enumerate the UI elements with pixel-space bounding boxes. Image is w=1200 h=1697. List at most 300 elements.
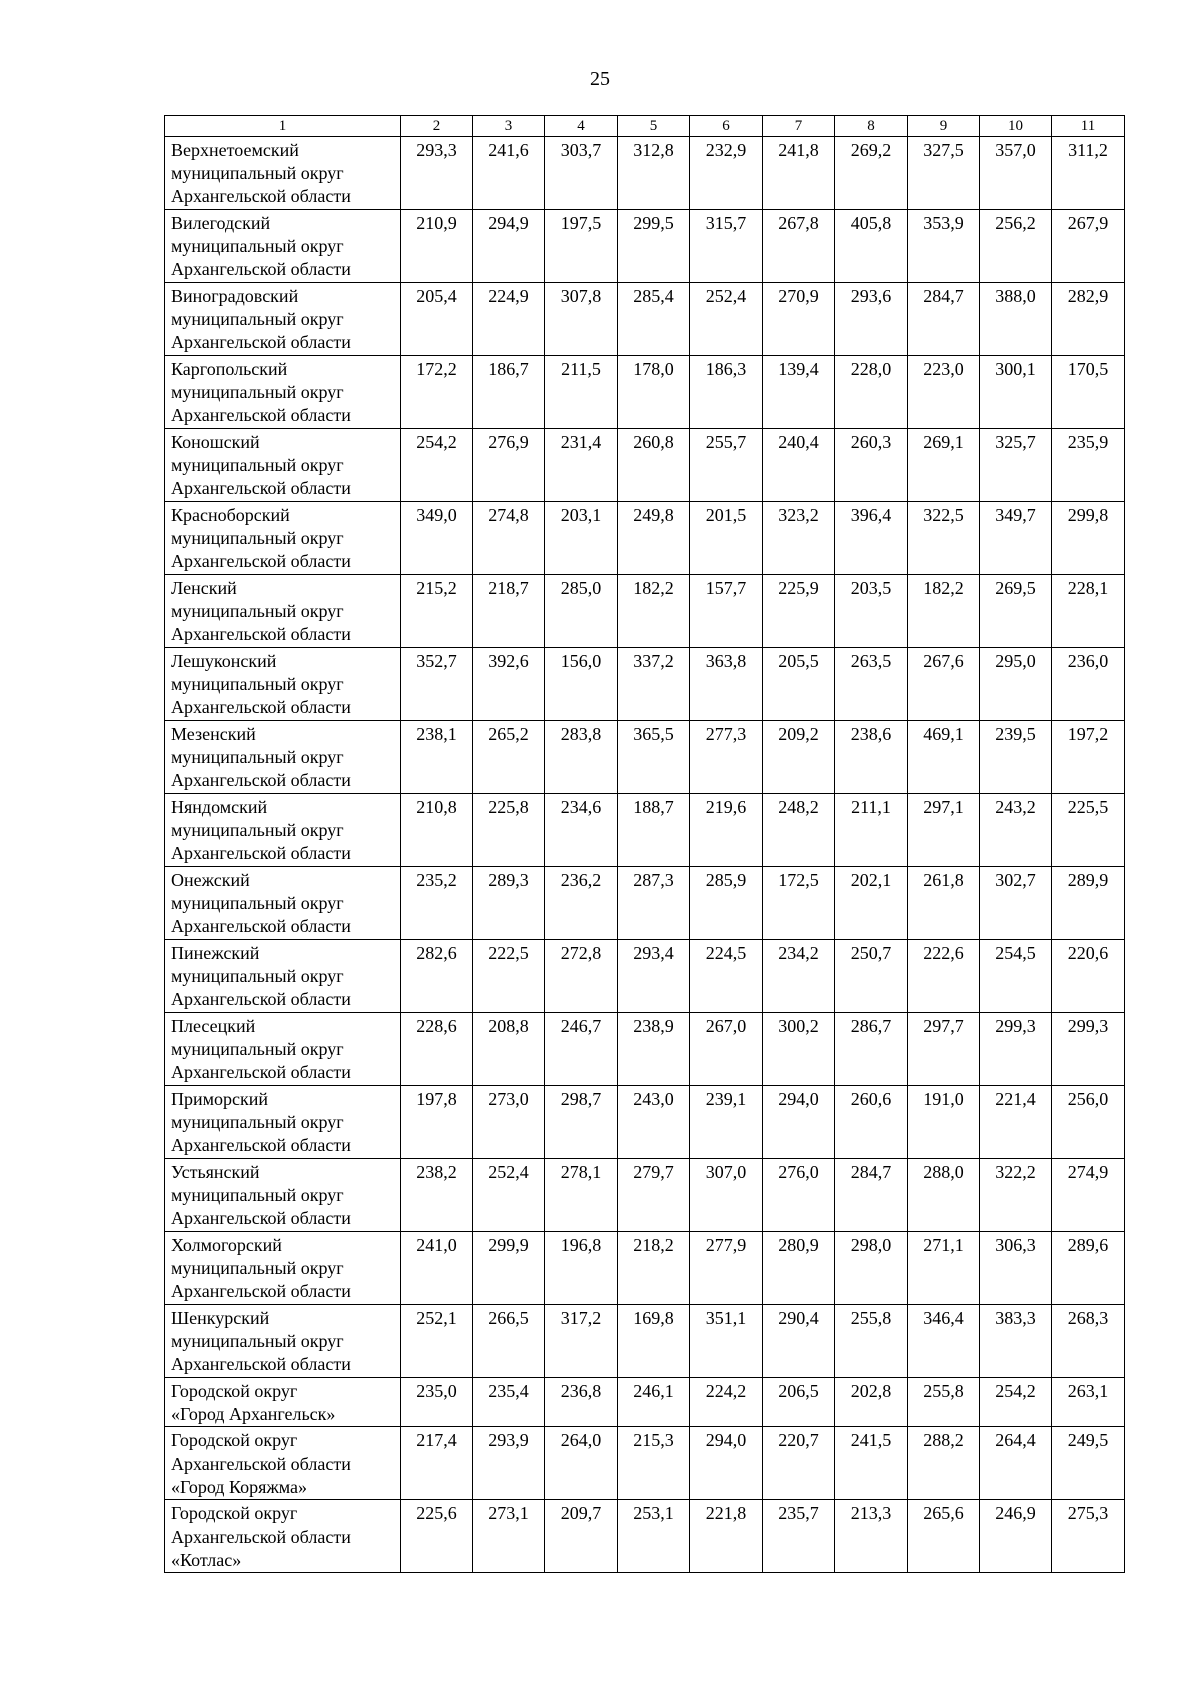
value-cell-col-6: 219,6 <box>690 794 763 867</box>
value-cell-col-10: 239,5 <box>980 721 1052 794</box>
municipality-name-line: Мезенский <box>171 724 256 744</box>
municipality-name-line: муниципальный округ <box>171 893 344 914</box>
value-cell-col-10: 325,7 <box>980 429 1052 502</box>
table-row <box>165 1427 1125 1500</box>
value-cell-col-7: 270,9 <box>763 283 835 356</box>
value-cell-col-6: 363,8 <box>690 648 763 721</box>
value-cell-col-4: 236,8 <box>545 1378 618 1427</box>
municipality-name-line: Архангельской области <box>171 478 351 499</box>
value-cell-col-3: 293,9 <box>473 1427 545 1500</box>
value-cell-col-9: 346,4 <box>908 1305 980 1378</box>
value-cell-col-5: 337,2 <box>618 648 690 721</box>
value-cell-col-5: 238,9 <box>618 1013 690 1086</box>
value-cell-col-11: 267,9 <box>1052 210 1125 283</box>
table-row <box>165 356 1125 429</box>
municipality-name-line: Архангельской области <box>171 1281 351 1302</box>
municipality-name-line: Холмогорский <box>171 1235 282 1255</box>
column-header-11: 11 <box>1052 116 1125 137</box>
value-cell-col-2: 235,0 <box>401 1378 473 1427</box>
value-cell-col-8: 202,8 <box>835 1378 908 1427</box>
table-row <box>165 429 1125 502</box>
value-cell-col-5: 312,8 <box>618 137 690 210</box>
value-cell-col-4: 264,0 <box>545 1427 618 1500</box>
value-cell-col-8: 269,2 <box>835 137 908 210</box>
table-row <box>165 575 1125 648</box>
page-number: 25 <box>590 68 610 90</box>
value-cell-col-6: 351,1 <box>690 1305 763 1378</box>
column-header-7: 7 <box>763 116 835 137</box>
value-cell-col-3: 392,6 <box>473 648 545 721</box>
value-cell-col-9: 255,8 <box>908 1378 980 1427</box>
value-cell-col-9: 191,0 <box>908 1086 980 1159</box>
value-cell-col-6: 285,9 <box>690 867 763 940</box>
value-cell-col-8: 298,0 <box>835 1232 908 1305</box>
value-cell-col-5: 169,8 <box>618 1305 690 1378</box>
value-cell-col-10: 349,7 <box>980 502 1052 575</box>
value-cell-col-5: 178,0 <box>618 356 690 429</box>
value-cell-col-6: 294,0 <box>690 1427 763 1500</box>
value-cell-col-11: 249,5 <box>1052 1427 1125 1500</box>
municipality-name-line: Лешуконский <box>171 651 277 671</box>
value-cell-col-9: 271,1 <box>908 1232 980 1305</box>
value-cell-col-10: 306,3 <box>980 1232 1052 1305</box>
value-cell-col-11: 263,1 <box>1052 1378 1125 1427</box>
municipality-name-line: Архангельской области <box>171 551 351 572</box>
municipality-name-line: муниципальный округ <box>171 820 344 841</box>
column-header-1: 1 <box>165 116 401 137</box>
value-cell-col-8: 284,7 <box>835 1159 908 1232</box>
value-cell-col-2: 254,2 <box>401 429 473 502</box>
municipality-name-cell <box>165 1427 401 1500</box>
value-cell-col-5: 260,8 <box>618 429 690 502</box>
municipality-name-line: Архангельской области <box>171 405 351 426</box>
municipality-name-line: Плесецкий <box>171 1016 256 1036</box>
table-row <box>165 1159 1125 1232</box>
municipality-name-line: муниципальный округ <box>171 1331 344 1352</box>
value-cell-col-3: 265,2 <box>473 721 545 794</box>
value-cell-col-8: 405,8 <box>835 210 908 283</box>
table-row <box>165 1013 1125 1086</box>
value-cell-col-8: 260,6 <box>835 1086 908 1159</box>
value-cell-col-6: 157,7 <box>690 575 763 648</box>
table-row <box>165 940 1125 1013</box>
municipality-name-line: Архангельской области <box>171 989 351 1010</box>
value-cell-col-6: 252,4 <box>690 283 763 356</box>
municipality-name-line: муниципальный округ <box>171 1112 344 1133</box>
value-cell-col-6: 224,2 <box>690 1378 763 1427</box>
municipality-name-line: Архангельской области <box>171 1135 351 1156</box>
value-cell-col-11: 256,0 <box>1052 1086 1125 1159</box>
value-cell-col-9: 284,7 <box>908 283 980 356</box>
value-cell-col-9: 288,2 <box>908 1427 980 1500</box>
table-row <box>165 648 1125 721</box>
value-cell-col-11: 299,8 <box>1052 502 1125 575</box>
municipality-name-cell <box>165 356 401 429</box>
table-row <box>165 502 1125 575</box>
table-row <box>165 1500 1125 1573</box>
value-cell-col-9: 223,0 <box>908 356 980 429</box>
value-cell-col-2: 238,1 <box>401 721 473 794</box>
value-cell-col-7: 294,0 <box>763 1086 835 1159</box>
value-cell-col-2: 238,2 <box>401 1159 473 1232</box>
municipality-name-line: муниципальный округ <box>171 674 344 695</box>
value-cell-col-10: 302,7 <box>980 867 1052 940</box>
municipality-name-line: Архангельской области <box>171 332 351 353</box>
column-header-8: 8 <box>835 116 908 137</box>
value-cell-col-10: 254,2 <box>980 1378 1052 1427</box>
value-cell-col-2: 210,8 <box>401 794 473 867</box>
value-cell-col-4: 211,5 <box>545 356 618 429</box>
value-cell-col-5: 253,1 <box>618 1500 690 1573</box>
value-cell-col-10: 300,1 <box>980 356 1052 429</box>
column-header-2: 2 <box>401 116 473 137</box>
municipality-name-line: «Котлас» <box>171 1549 242 1570</box>
value-cell-col-7: 139,4 <box>763 356 835 429</box>
municipality-name-line: муниципальный округ <box>171 236 344 257</box>
value-cell-col-11: 274,9 <box>1052 1159 1125 1232</box>
value-cell-col-11: 299,3 <box>1052 1013 1125 1086</box>
value-cell-col-9: 469,1 <box>908 721 980 794</box>
value-cell-col-10: 383,3 <box>980 1305 1052 1378</box>
municipality-name-line: муниципальный округ <box>171 601 344 622</box>
value-cell-col-8: 228,0 <box>835 356 908 429</box>
value-cell-col-2: 172,2 <box>401 356 473 429</box>
municipality-name-cell <box>165 137 401 210</box>
municipality-name-line: Городской округ <box>171 1430 298 1451</box>
value-cell-col-7: 205,5 <box>763 648 835 721</box>
municipality-name-cell <box>165 648 401 721</box>
municipality-name-line: Архангельской области <box>171 843 351 864</box>
municipality-name-line: муниципальный округ <box>171 309 344 330</box>
value-cell-col-10: 269,5 <box>980 575 1052 648</box>
value-cell-col-4: 209,7 <box>545 1500 618 1573</box>
table-body <box>165 137 1125 1573</box>
value-cell-col-2: 228,6 <box>401 1013 473 1086</box>
municipality-name-line: Архангельской области <box>171 1062 351 1083</box>
value-cell-col-4: 298,7 <box>545 1086 618 1159</box>
value-cell-col-9: 267,6 <box>908 648 980 721</box>
value-cell-col-3: 224,9 <box>473 283 545 356</box>
municipality-name-line: «Город Коряжма» <box>171 1476 308 1497</box>
municipality-name-cell <box>165 429 401 502</box>
column-header-9: 9 <box>908 116 980 137</box>
municipality-name-line: Городской округ <box>171 1381 298 1401</box>
value-cell-col-10: 254,5 <box>980 940 1052 1013</box>
municipality-name-line: муниципальный округ <box>171 1185 344 1206</box>
value-cell-col-10: 221,4 <box>980 1086 1052 1159</box>
column-header-4: 4 <box>545 116 618 137</box>
value-cell-col-5: 243,0 <box>618 1086 690 1159</box>
value-cell-col-3: 273,0 <box>473 1086 545 1159</box>
value-cell-col-3: 218,7 <box>473 575 545 648</box>
value-cell-col-11: 236,0 <box>1052 648 1125 721</box>
value-cell-col-4: 278,1 <box>545 1159 618 1232</box>
value-cell-col-4: 307,8 <box>545 283 618 356</box>
municipality-name-line: «Город Архангельск» <box>171 1404 336 1425</box>
value-cell-col-3: 299,9 <box>473 1232 545 1305</box>
value-cell-col-3: 235,4 <box>473 1378 545 1427</box>
municipality-name-line: Городской округ <box>171 1503 298 1524</box>
municipality-name-line: Архангельской области <box>171 770 351 791</box>
value-cell-col-6: 307,0 <box>690 1159 763 1232</box>
value-cell-col-11: 289,6 <box>1052 1232 1125 1305</box>
value-cell-col-4: 285,0 <box>545 575 618 648</box>
value-cell-col-7: 241,8 <box>763 137 835 210</box>
value-cell-col-4: 283,8 <box>545 721 618 794</box>
value-cell-col-4: 197,5 <box>545 210 618 283</box>
value-cell-col-5: 299,5 <box>618 210 690 283</box>
value-cell-col-6: 277,9 <box>690 1232 763 1305</box>
municipality-name-cell <box>165 1159 401 1232</box>
value-cell-col-5: 287,3 <box>618 867 690 940</box>
value-cell-col-9: 322,5 <box>908 502 980 575</box>
value-cell-col-9: 297,7 <box>908 1013 980 1086</box>
municipality-name-line: Коношский <box>171 432 260 452</box>
value-cell-col-2: 215,2 <box>401 575 473 648</box>
value-cell-col-2: 282,6 <box>401 940 473 1013</box>
value-cell-col-8: 286,7 <box>835 1013 908 1086</box>
value-cell-col-2: 352,7 <box>401 648 473 721</box>
value-cell-col-5: 279,7 <box>618 1159 690 1232</box>
value-cell-col-7: 323,2 <box>763 502 835 575</box>
value-cell-col-10: 299,3 <box>980 1013 1052 1086</box>
value-cell-col-11: 289,9 <box>1052 867 1125 940</box>
value-cell-col-8: 263,5 <box>835 648 908 721</box>
value-cell-col-6: 239,1 <box>690 1086 763 1159</box>
value-cell-col-9: 288,0 <box>908 1159 980 1232</box>
municipality-name-line: Архангельской области <box>171 259 351 280</box>
table-row <box>165 867 1125 940</box>
municipality-name-cell <box>165 1232 401 1305</box>
value-cell-col-7: 225,9 <box>763 575 835 648</box>
value-cell-col-3: 186,7 <box>473 356 545 429</box>
value-cell-col-9: 222,6 <box>908 940 980 1013</box>
municipality-name-cell <box>165 1305 401 1378</box>
municipality-name-line: Архангельской области <box>171 1208 351 1229</box>
header-row <box>165 116 1125 137</box>
table-row <box>165 794 1125 867</box>
value-cell-col-2: 210,9 <box>401 210 473 283</box>
municipality-name-line: Верхнетоемский <box>171 140 299 160</box>
value-cell-col-7: 206,5 <box>763 1378 835 1427</box>
municipality-name-line: Няндомский <box>171 797 268 817</box>
value-cell-col-3: 294,9 <box>473 210 545 283</box>
value-cell-col-11: 235,9 <box>1052 429 1125 502</box>
value-cell-col-5: 249,8 <box>618 502 690 575</box>
municipality-name-line: Архангельской области <box>171 1526 351 1547</box>
value-cell-col-5: 293,4 <box>618 940 690 1013</box>
municipality-name-cell <box>165 794 401 867</box>
value-cell-col-3: 276,9 <box>473 429 545 502</box>
municipality-name-line: Пинежский <box>171 943 260 963</box>
value-cell-col-2: 205,4 <box>401 283 473 356</box>
municipality-name-line: Шенкурский <box>171 1308 270 1328</box>
table-row <box>165 137 1125 210</box>
value-cell-col-10: 264,4 <box>980 1427 1052 1500</box>
value-cell-col-7: 276,0 <box>763 1159 835 1232</box>
municipality-name-line: муниципальный округ <box>171 163 344 184</box>
value-cell-col-3: 222,5 <box>473 940 545 1013</box>
municipality-name-line: муниципальный округ <box>171 455 344 476</box>
value-cell-col-2: 349,0 <box>401 502 473 575</box>
table-row <box>165 1378 1125 1427</box>
value-cell-col-10: 388,0 <box>980 283 1052 356</box>
value-cell-col-3: 274,8 <box>473 502 545 575</box>
value-cell-col-11: 275,3 <box>1052 1500 1125 1573</box>
value-cell-col-10: 246,9 <box>980 1500 1052 1573</box>
value-cell-col-4: 317,2 <box>545 1305 618 1378</box>
value-cell-col-4: 196,8 <box>545 1232 618 1305</box>
table-row <box>165 210 1125 283</box>
value-cell-col-2: 241,0 <box>401 1232 473 1305</box>
value-cell-col-7: 235,7 <box>763 1500 835 1573</box>
municipality-name-line: муниципальный округ <box>171 1258 344 1279</box>
value-cell-col-9: 269,1 <box>908 429 980 502</box>
municipality-name-cell <box>165 283 401 356</box>
value-cell-col-9: 182,2 <box>908 575 980 648</box>
municipality-name-cell <box>165 1086 401 1159</box>
municipality-name-line: Архангельской области <box>171 916 351 937</box>
value-cell-col-6: 277,3 <box>690 721 763 794</box>
table-row <box>165 1086 1125 1159</box>
value-cell-col-8: 241,5 <box>835 1427 908 1500</box>
municipality-name-line: Онежский <box>171 870 250 890</box>
value-cell-col-7: 290,4 <box>763 1305 835 1378</box>
value-cell-col-4: 246,7 <box>545 1013 618 1086</box>
municipality-name-line: муниципальный округ <box>171 1039 344 1060</box>
table-row <box>165 1232 1125 1305</box>
value-cell-col-4: 203,1 <box>545 502 618 575</box>
municipality-name-cell <box>165 210 401 283</box>
value-cell-col-5: 365,5 <box>618 721 690 794</box>
municipality-name-line: Архангельской области <box>171 697 351 718</box>
value-cell-col-7: 234,2 <box>763 940 835 1013</box>
table-row <box>165 721 1125 794</box>
value-cell-col-3: 225,8 <box>473 794 545 867</box>
value-cell-col-7: 220,7 <box>763 1427 835 1500</box>
municipality-name-line: Вилегодский <box>171 213 271 233</box>
municipality-name-cell <box>165 1500 401 1573</box>
value-cell-col-9: 265,6 <box>908 1500 980 1573</box>
value-cell-col-10: 322,2 <box>980 1159 1052 1232</box>
value-cell-col-6: 267,0 <box>690 1013 763 1086</box>
value-cell-col-7: 172,5 <box>763 867 835 940</box>
municipality-name-line: муниципальный округ <box>171 382 344 403</box>
municipality-name-cell <box>165 867 401 940</box>
municipality-name-line: Архангельской области <box>171 1453 351 1474</box>
value-cell-col-8: 396,4 <box>835 502 908 575</box>
column-header-3: 3 <box>473 116 545 137</box>
value-cell-col-8: 260,3 <box>835 429 908 502</box>
value-cell-col-8: 238,6 <box>835 721 908 794</box>
value-cell-col-2: 197,8 <box>401 1086 473 1159</box>
value-cell-col-11: 197,2 <box>1052 721 1125 794</box>
value-cell-col-4: 272,8 <box>545 940 618 1013</box>
municipality-name-line: Устьянский <box>171 1162 260 1182</box>
value-cell-col-8: 255,8 <box>835 1305 908 1378</box>
value-cell-col-2: 225,6 <box>401 1500 473 1573</box>
municipality-name-cell <box>165 940 401 1013</box>
value-cell-col-2: 293,3 <box>401 137 473 210</box>
value-cell-col-7: 248,2 <box>763 794 835 867</box>
value-cell-col-9: 327,5 <box>908 137 980 210</box>
value-cell-col-10: 256,2 <box>980 210 1052 283</box>
value-cell-col-8: 293,6 <box>835 283 908 356</box>
value-cell-col-3: 273,1 <box>473 1500 545 1573</box>
value-cell-col-5: 285,4 <box>618 283 690 356</box>
value-cell-col-4: 234,6 <box>545 794 618 867</box>
table-header <box>165 116 1125 137</box>
value-cell-col-7: 300,2 <box>763 1013 835 1086</box>
value-cell-col-7: 280,9 <box>763 1232 835 1305</box>
column-header-6: 6 <box>690 116 763 137</box>
table-row <box>165 283 1125 356</box>
value-cell-col-10: 357,0 <box>980 137 1052 210</box>
municipality-name-line: Архангельской области <box>171 186 351 207</box>
municipality-name-line: муниципальный округ <box>171 747 344 768</box>
municipality-name-cell <box>165 502 401 575</box>
municipality-name-cell <box>165 721 401 794</box>
municipality-name-cell <box>165 1378 401 1427</box>
municipality-name-cell <box>165 575 401 648</box>
value-cell-col-2: 252,1 <box>401 1305 473 1378</box>
value-cell-col-5: 246,1 <box>618 1378 690 1427</box>
value-cell-col-6: 315,7 <box>690 210 763 283</box>
column-header-10: 10 <box>980 116 1052 137</box>
value-cell-col-3: 266,5 <box>473 1305 545 1378</box>
municipality-name-line: Красноборский <box>171 505 290 525</box>
municipality-name-cell <box>165 1013 401 1086</box>
municipality-name-line: Ленский <box>171 578 237 598</box>
value-cell-col-3: 289,3 <box>473 867 545 940</box>
value-cell-col-4: 236,2 <box>545 867 618 940</box>
value-cell-col-4: 156,0 <box>545 648 618 721</box>
value-cell-col-7: 267,8 <box>763 210 835 283</box>
value-cell-col-3: 252,4 <box>473 1159 545 1232</box>
data-table <box>164 115 1125 1573</box>
value-cell-col-8: 202,1 <box>835 867 908 940</box>
municipality-name-line: муниципальный округ <box>171 966 344 987</box>
value-cell-col-7: 240,4 <box>763 429 835 502</box>
column-header-5: 5 <box>618 116 690 137</box>
value-cell-col-9: 353,9 <box>908 210 980 283</box>
value-cell-col-6: 232,9 <box>690 137 763 210</box>
value-cell-col-6: 201,5 <box>690 502 763 575</box>
value-cell-col-5: 182,2 <box>618 575 690 648</box>
municipality-name-line: Виноградовский <box>171 286 299 306</box>
municipality-name-line: муниципальный округ <box>171 528 344 549</box>
value-cell-col-11: 311,2 <box>1052 137 1125 210</box>
value-cell-col-11: 282,9 <box>1052 283 1125 356</box>
value-cell-col-11: 170,5 <box>1052 356 1125 429</box>
value-cell-col-3: 208,8 <box>473 1013 545 1086</box>
value-cell-col-2: 235,2 <box>401 867 473 940</box>
municipality-name-line: Архангельской области <box>171 1354 351 1375</box>
value-cell-col-6: 186,3 <box>690 356 763 429</box>
value-cell-col-11: 268,3 <box>1052 1305 1125 1378</box>
value-cell-col-11: 228,1 <box>1052 575 1125 648</box>
value-cell-col-5: 218,2 <box>618 1232 690 1305</box>
municipality-name-line: Каргопольский <box>171 359 288 379</box>
value-cell-col-6: 221,8 <box>690 1500 763 1573</box>
value-cell-col-4: 231,4 <box>545 429 618 502</box>
value-cell-col-5: 215,3 <box>618 1427 690 1500</box>
value-cell-col-6: 255,7 <box>690 429 763 502</box>
value-cell-col-5: 188,7 <box>618 794 690 867</box>
value-cell-col-8: 211,1 <box>835 794 908 867</box>
value-cell-col-8: 203,5 <box>835 575 908 648</box>
value-cell-col-2: 217,4 <box>401 1427 473 1500</box>
